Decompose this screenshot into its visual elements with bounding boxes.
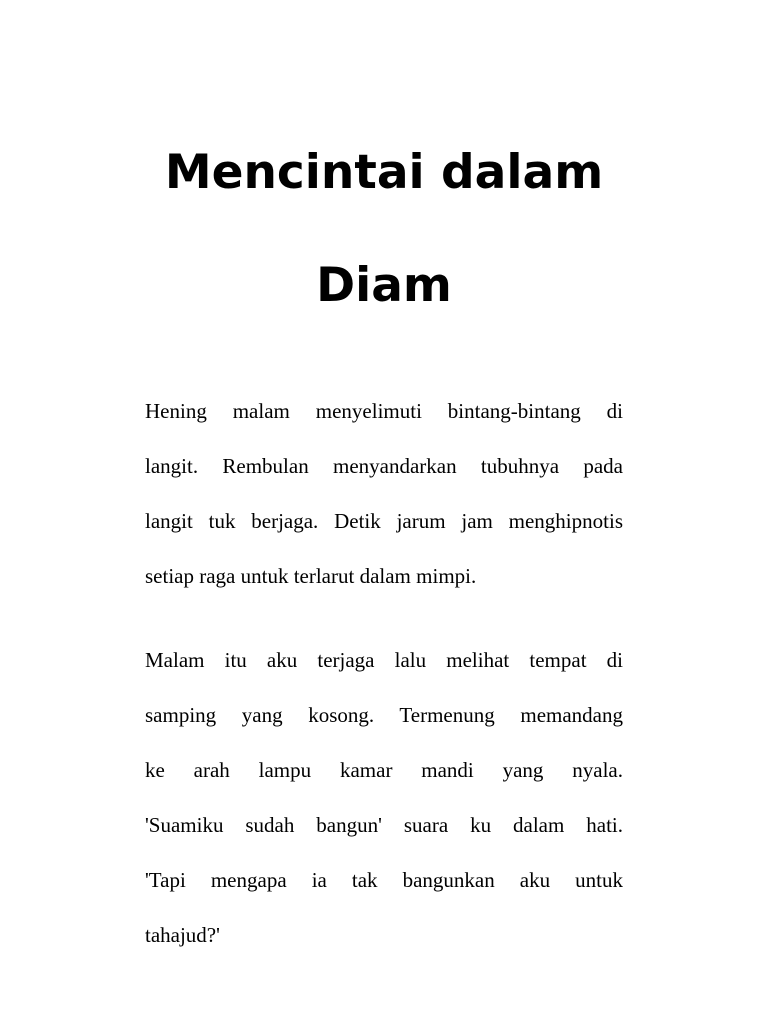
paragraph-line: setiap raga untuk terlarut dalam mimpi. — [145, 564, 477, 588]
paragraph-line: samping yang kosong. Termenung memandang — [145, 703, 623, 727]
document-title-line-1: Mencintai dalam — [164, 145, 604, 200]
paragraph-line: Hening malam menyelimuti bintang-bintang di — [145, 399, 623, 423]
paragraph-line: langit. Rembulan menyandarkan tubuhnya pada — [145, 454, 623, 478]
paragraph-line: langit tuk berjaga. Detik jarum jam menghipnotis — [145, 509, 623, 533]
paragraph-line: 'Tapi mengapa ia tak bangunkan aku untuk — [145, 868, 623, 892]
paragraph-line: Malam itu aku terjaga lalu melihat tempat di — [145, 648, 623, 672]
paragraph-line: 'Suamiku sudah bangun' suara ku dalam hati. — [145, 813, 623, 837]
paragraph-line: ke arah lampu kamar mandi yang nyala. — [145, 758, 623, 782]
paragraph-line: tahajud?' — [145, 923, 220, 947]
document-title-line-2: Diam — [316, 258, 452, 313]
